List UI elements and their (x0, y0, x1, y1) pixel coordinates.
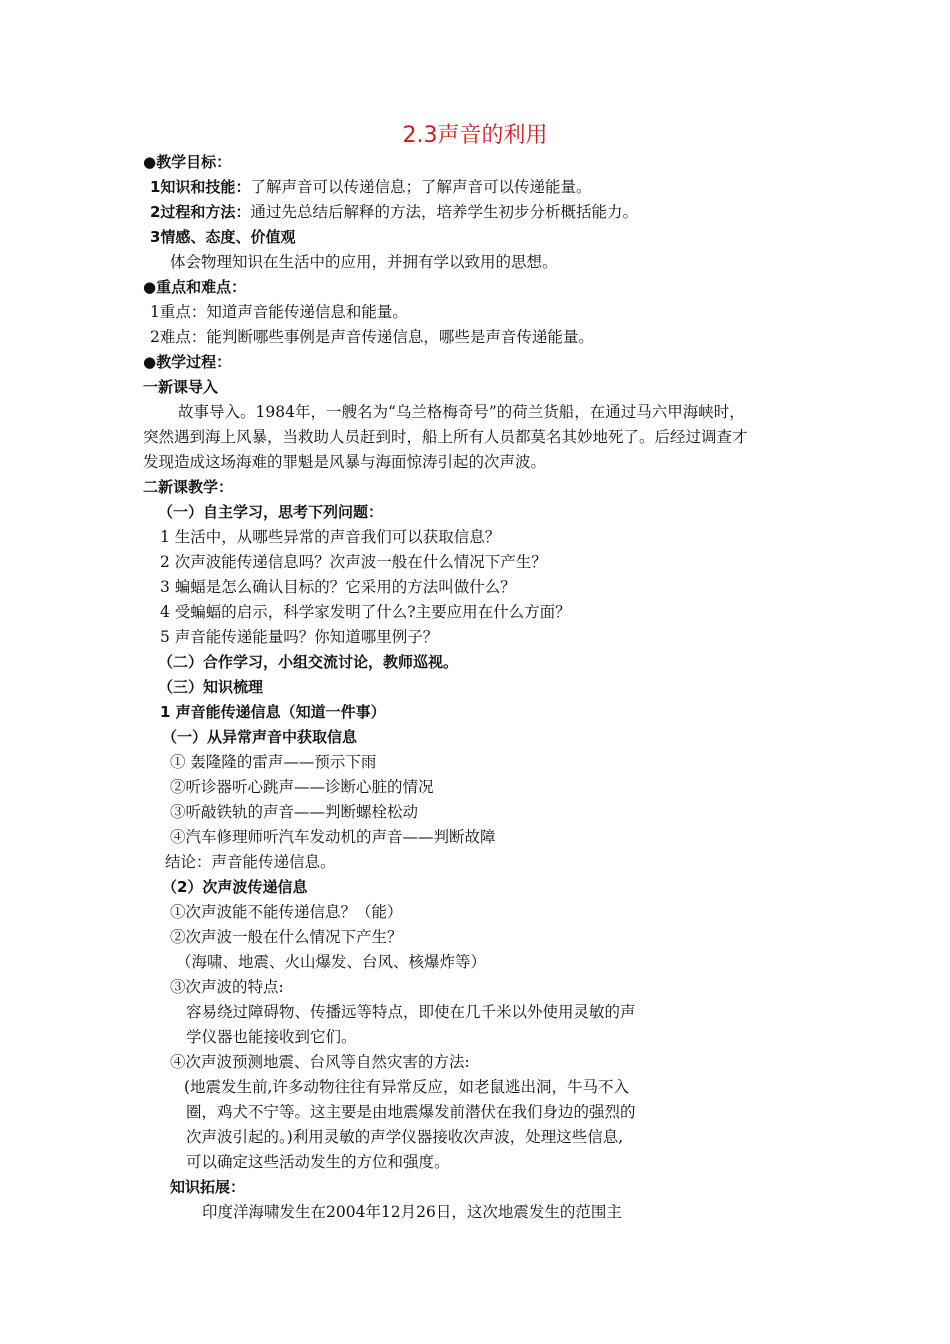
prediction-line-1: (地震发生前,许多动物往往有异常反应，如老鼠逃出洞，牛马不入 (184, 1078, 629, 1096)
question-3: 3 蝙蝠是怎么确认目标的？它采用的方法叫做什么？ (160, 578, 516, 596)
goal-knowledge (150, 176, 591, 198)
infrasound-item-2-answer: （海啸、地震、火山爆发、台风、核爆炸等） (176, 953, 487, 971)
intro-paragraph-line-2: 突然遇到海上风暴，当救助人员赶到时，船上所有人员都莫名其妙地死了。后经过调查才 (143, 428, 748, 446)
goal-knowledge-label: 1知识和技能： (150, 178, 251, 196)
infrasound-features-line-2: 学仪器也能接收到它们。 (186, 1028, 357, 1046)
example-2: ②听诊器听心跳声——诊断心脏的情况 (170, 778, 434, 796)
infrasound-item-4: ④次声波预测地震、台风等自然灾害的方法: (170, 1053, 470, 1071)
intro-heading: 一新课导入 (143, 378, 219, 396)
infrasound-item-2: ②次声波一般在什么情况下产生？ (170, 928, 403, 946)
intro-paragraph-line-1: 故事导入。1984年，一艘名为“乌兰格梅奇号”的荷兰货船，在通过马六甲海峡时， (178, 403, 745, 421)
example-3: ③听敲铁轨的声音——判断螺栓松动 (170, 803, 419, 821)
infrasound-item-1: ①次声波能不能传递信息？（能） (170, 903, 403, 921)
question-4: 4 受蝙蝠的启示，科学家发明了什么?主要应用在什么方面？ (160, 603, 571, 621)
goal-attitude-label: 3情感、态度、价值观 (150, 228, 296, 246)
extension-heading: 知识拓展： (170, 1178, 246, 1196)
question-1: 1 生活中，从哪些异常的声音我们可以获取信息？ (160, 528, 501, 546)
key-point-1: 1重点：知道声音能传递信息和能量。 (150, 303, 408, 321)
example-1: ① 轰隆隆的雷声——预示下雨 (170, 753, 377, 771)
goals-heading: ●教学目标： (143, 153, 232, 171)
goal-method-text: 通过先总结后解释的方法，培养学生初步分析概括能力。 (250, 203, 638, 221)
page-title: 2.3声音的利用 (402, 123, 548, 148)
prediction-line-3: 次声波引起的。)利用灵敏的声学仪器接收次声波，处理这些信息, (186, 1128, 624, 1146)
question-2: 2 次声波能传递信息吗？次声波一般在什么情况下产生？ (160, 553, 547, 571)
goal-knowledge-text: 了解声音可以传递信息；了解声音可以传递能量。 (250, 178, 592, 196)
goal-method-label: 2过程和方法： (150, 203, 251, 221)
key-point-2: 2难点：能判断哪些事例是声音传递信息，哪些是声音传递能量。 (150, 328, 594, 346)
self-study-heading: （一）自主学习，思考下列问题： (158, 503, 384, 521)
goal-attitude-text: 体会物理知识在生活中的应用，并拥有学以致用的思想。 (170, 253, 558, 271)
infrasound-item-3: ③次声波的特点: (170, 978, 284, 996)
question-5: 5 声音能传递能量吗？你知道哪里例子？ (160, 628, 439, 646)
cooperation-heading: （二）合作学习，小组交流讨论，教师巡视。 (158, 653, 459, 671)
prediction-line-4: 可以确定这些活动发生的方位和强度。 (186, 1153, 450, 1171)
key-points-heading: ●重点和难点： (143, 278, 247, 296)
infrasound-features-line-1: 容易绕过障碍物、传播远等特点，即使在几千米以外使用灵敏的声 (186, 1003, 636, 1021)
example-4: ④汽车修理师听汽车发动机的声音——判断故障 (170, 828, 496, 846)
intro-paragraph-line-3: 发现造成这场海难的罪魁是风暴与海面惊涛引起的次声波。 (143, 453, 547, 471)
sound-info-heading: 1 声音能传递信息（知道一件事） (160, 703, 386, 721)
goal-method (150, 201, 638, 223)
process-heading: ●教学过程： (143, 353, 232, 371)
abnormal-sound-heading: （一）从异常声音中获取信息 (162, 728, 358, 746)
teaching-heading: 二新课教学： (143, 478, 234, 496)
conclusion: 结论：声音能传递信息。 (165, 853, 336, 871)
knowledge-sorting-heading: （三）知识梳理 (158, 678, 264, 696)
extension-line-1: 印度洋海啸发生在2004年12月26日，这次地震发生的范围主 (202, 1203, 622, 1221)
infrasound-heading: （2）次声波传递信息 (162, 878, 308, 896)
prediction-line-2: 圈，鸡犬不宁等。这主要是由地震爆发前潜伏在我们身边的强烈的 (186, 1103, 636, 1121)
